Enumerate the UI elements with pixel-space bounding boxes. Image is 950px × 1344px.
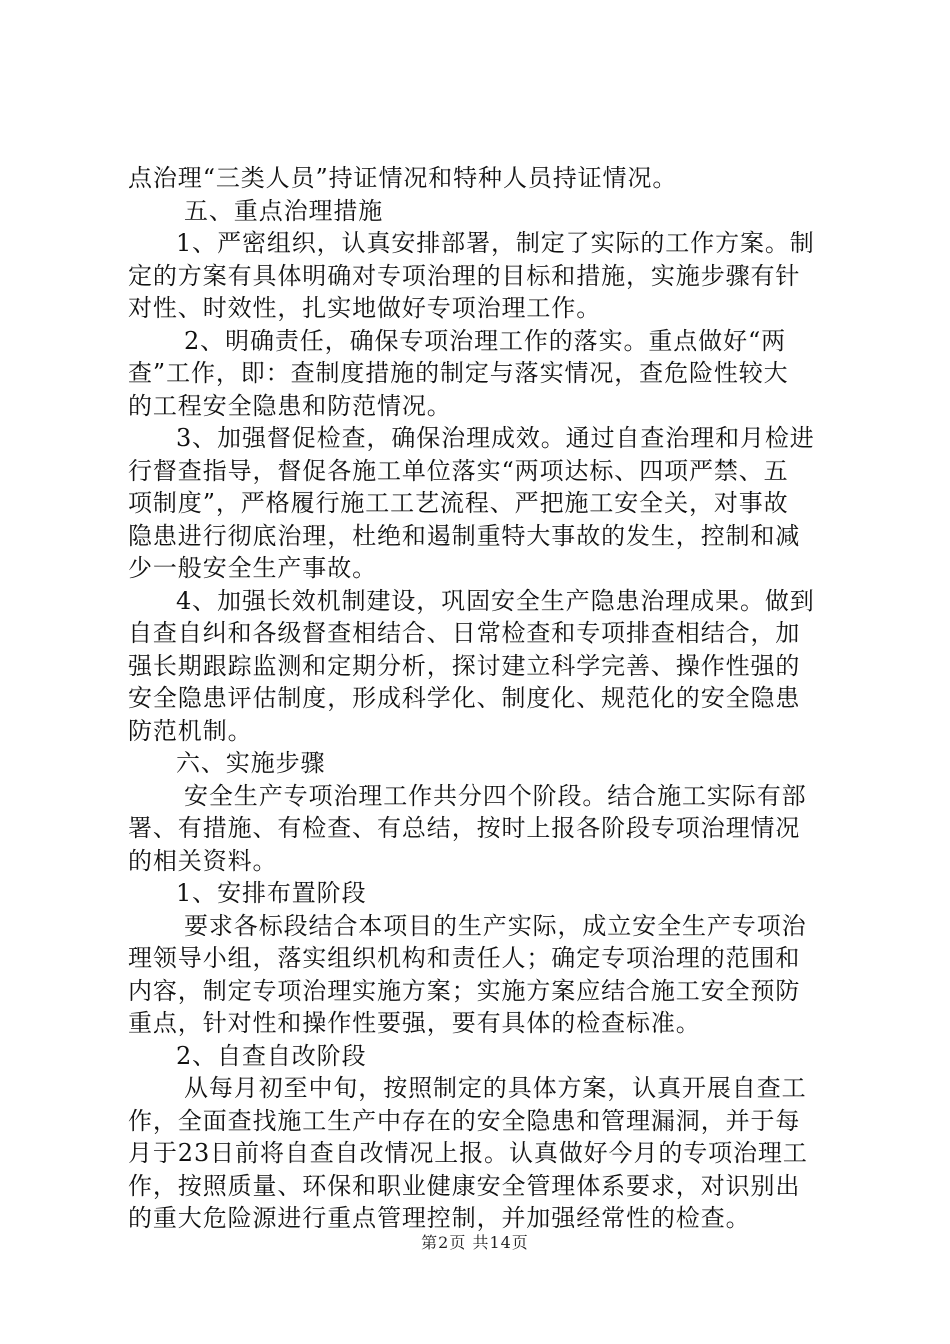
text-line: 从每月初至中旬，按照制定的具体方案，认真开展自查工 <box>184 1074 807 1102</box>
text-line: 内容，制定专项治理实施方案；实施方案应结合施工安全预防 <box>128 976 801 1005</box>
text-line: 作，全面查找施工生产中存在的安全隐患和管理漏洞，并于每 <box>128 1106 801 1135</box>
text-line: 2、自查自改阶段 <box>176 1041 367 1070</box>
text-line: 的工程安全隐患和防范情况。 <box>128 391 452 420</box>
text-line: 防范机制。 <box>128 716 253 745</box>
text-line: 的重大危险源进行重点管理控制，并加强经常性的检查。 <box>128 1204 751 1232</box>
text-line: 强长期跟踪监测和定期分析，探讨建立科学完善、操作性强的 <box>128 651 801 680</box>
text-line: 定的方案有具体明确对专项治理的目标和措施，实施步骤有针 <box>128 261 801 290</box>
text-line: 重点，针对性和操作性要强，要有具体的检查标准。 <box>128 1009 701 1037</box>
text-line: 1、严密组织，认真安排部署，制定了实际的工作方案。制 <box>176 229 815 257</box>
text-line: 点治理“三类人员”持证情况和特种人员持证情况。 <box>128 164 678 192</box>
text-line: 行督查指导，督促各施工单位落实“两项达标、四项严禁、五 <box>128 456 789 485</box>
text-line: 查”工作，即：查制度措施的制定与落实情况，查危险性较大 <box>128 359 789 387</box>
text-line: 月于23日前将自查自改情况上报。认真做好今月的专项治理工 <box>128 1139 808 1167</box>
text-line: 2、明确责任，确保专项治理工作的落实。重点做好“两 <box>184 326 787 355</box>
text-line: 1、安排布置阶段 <box>176 879 367 907</box>
page-footer: 第2页 共14页 <box>421 1233 529 1252</box>
document-body <box>128 162 832 1235</box>
text-line: 少一般安全生产事故。 <box>128 554 377 582</box>
text-line: 六、实施步骤 <box>176 749 326 777</box>
text-line: 安全隐患评估制度，形成科学化、制度化、规范化的安全隐患 <box>128 684 801 712</box>
text-line: 3、加强督促检查，确保治理成效。通过自查治理和月检进 <box>176 424 815 452</box>
text-line: 的相关资料。 <box>128 846 278 875</box>
text-line: 理领导小组，落实组织机构和责任人；确定专项治理的范围和 <box>128 944 801 972</box>
text-line: 对性、时效性，扎实地做好专项治理工作。 <box>128 294 602 322</box>
text-line: 作，按照质量、环保和职业健康安全管理体系要求，对识别出 <box>128 1171 801 1200</box>
text-line: 自查自纠和各级督查相结合、日常检查和专项排查相结合，加 <box>128 619 801 647</box>
text-line: 署、有措施、有检查、有总结，按时上报各阶段专项治理情况 <box>128 814 801 842</box>
text-line: 隐患进行彻底治理，杜绝和遏制重特大事故的发生，控制和减 <box>128 521 801 550</box>
text-line: 五、重点治理措施 <box>184 196 384 225</box>
text-line: 安全生产专项治理工作共分四个阶段。结合施工实际有部 <box>184 781 807 810</box>
text-line: 项制度”，严格履行施工工艺流程、严把施工安全关，对事故 <box>128 489 789 517</box>
text-line: 4、加强长效机制建设，巩固安全生产隐患治理成果。做到 <box>176 586 815 615</box>
text-line: 要求各标段结合本项目的生产实际，成立安全生产专项治 <box>184 911 807 940</box>
